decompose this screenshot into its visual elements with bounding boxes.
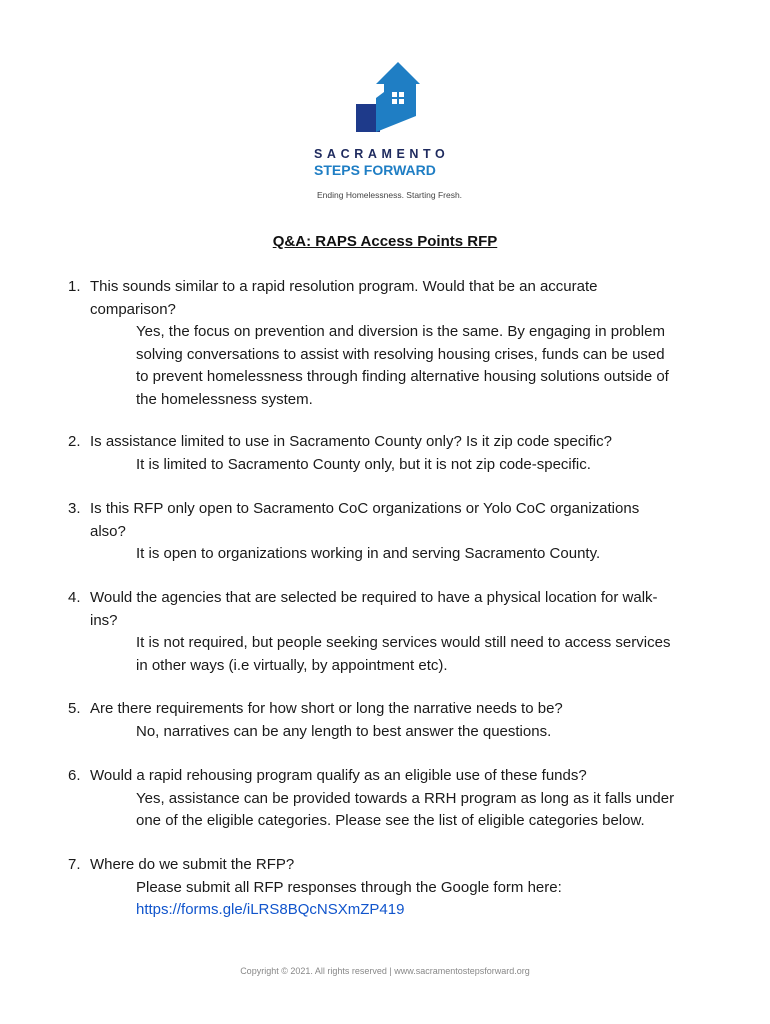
question-number: 6. [68, 767, 81, 784]
qa-item-6 [68, 765, 738, 833]
question-text: Are there requirements for how short or long the narrative needs to be? [90, 700, 563, 717]
question-text: This sounds similar to a rapid resolution program. Would that be an accurate comparison? [90, 278, 598, 318]
qa-item-2 [68, 431, 738, 476]
question-number: 3. [68, 500, 81, 517]
question-text: Is this RFP only open to Sacramento CoC organizations or Yolo CoC organizations also? [90, 500, 640, 540]
qa-item-1 [68, 276, 738, 411]
page-footer: Copyright © 2021. All rights reserved | www.sacramentostepsforward.org [240, 966, 530, 976]
question-number: 7. [68, 856, 81, 873]
answer-text: Yes, assistance can be provided towards a RRH program as long as it falls under one of the eligible categories. Please see the list of eligible categories below. [136, 789, 675, 829]
qa-item-3 [68, 498, 738, 566]
document-title: Q&A: RAPS Access Points RFP [272, 233, 498, 250]
answer-text: Yes, the focus on prevention and diversion is the same. By engaging in problem solving conversations to assist with resolving housing crises, funds can be used to prevent homelessness through finding alternative housing solutions outside of the homelessness system. [136, 323, 669, 408]
answer-text: Please submit all RFP responses through the Google form here: [136, 878, 562, 896]
org-tagline: Ending Homelessness. Starting Fresh. [317, 190, 463, 200]
org-name-line2: STEPS FORWARD [314, 162, 436, 178]
question-number: 5. [68, 700, 81, 717]
answer-text: It is open to organizations working in and serving Sacramento County. [136, 545, 601, 562]
answer-text: No, narratives can be any length to best answer the questions. [136, 722, 552, 740]
organization-logo [314, 58, 464, 204]
question-number: 4. [68, 589, 81, 606]
question-number: 2. [68, 433, 81, 450]
question-text: Would a rapid rehousing program qualify as an eligible use of these funds? [90, 767, 587, 784]
google-form-link[interactable]: https://forms.gle/iLRS8BQcNSXmZP419 [136, 901, 405, 918]
qa-item-4 [68, 587, 738, 677]
qa-item-7 [68, 854, 738, 922]
qa-item-5 [68, 698, 738, 743]
house-logo-icon [354, 58, 424, 138]
question-text: Where do we submit the RFP? [90, 856, 295, 873]
question-number: 1. [68, 278, 81, 295]
question-text: Is assistance limited to use in Sacramento County only? Is it zip code specific? [90, 433, 612, 450]
answer-text: It is not required, but people seeking services would still need to access services in other ways (i.e virtually, by appointment etc). [136, 634, 671, 674]
answer-text: It is limited to Sacramento County only, but it is not zip code-specific. [136, 455, 591, 473]
org-name-line1: SACRAMENTO [314, 147, 450, 161]
question-text: Would the agencies that are selected be required to have a physical location for walk- ins? [90, 589, 658, 629]
